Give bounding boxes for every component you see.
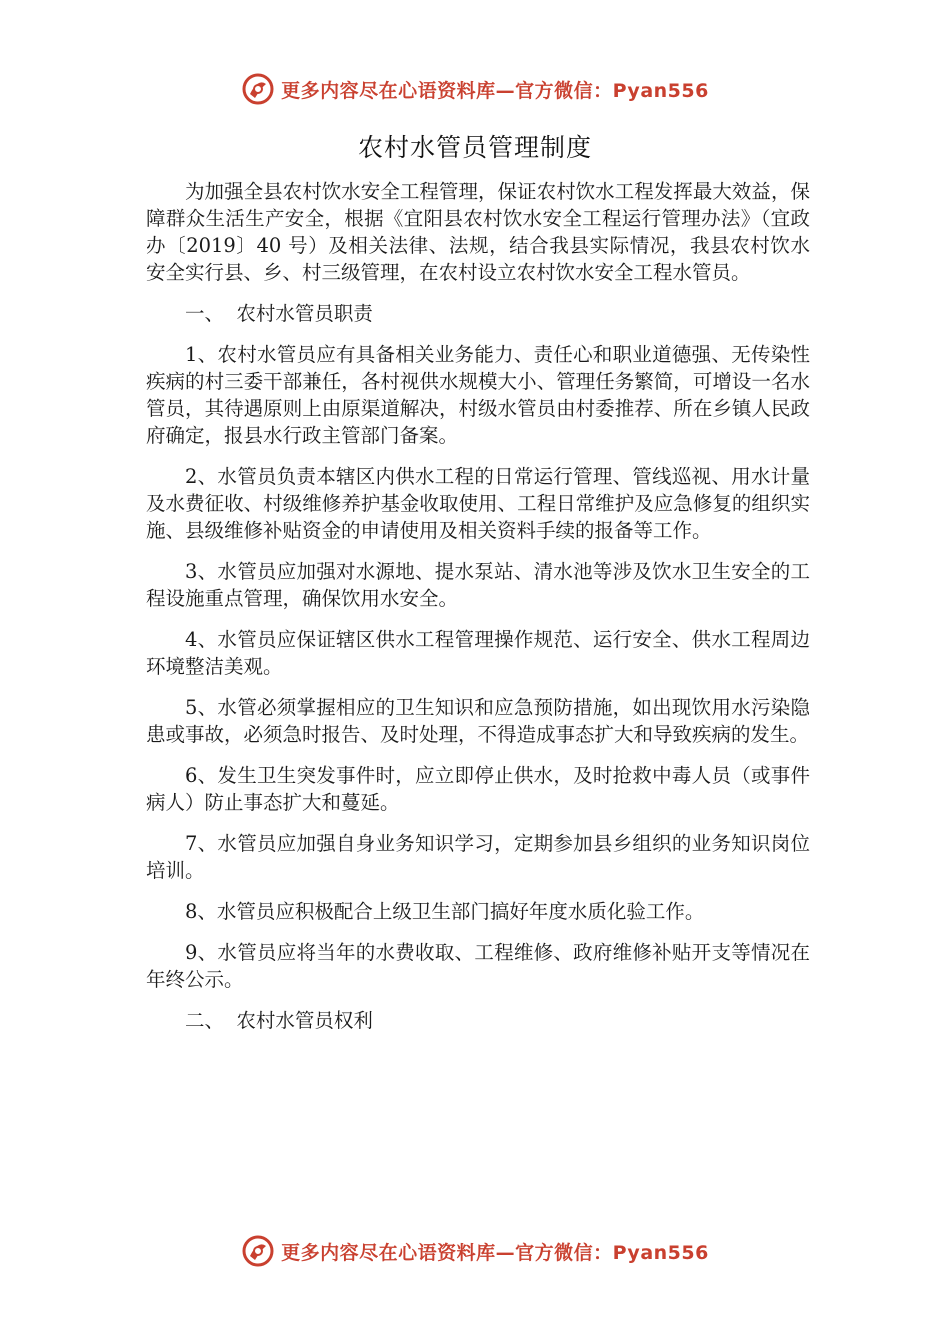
watermark-text: 更多内容尽在心语资料库—官方微信：Pyan556	[281, 1241, 709, 1264]
list-item: 3、水管员应加强对水源地、提水泵站、清水池等涉及饮水卫生安全的工程设施重点管理，确保饮用水安全。	[146, 560, 810, 610]
list-item: 1、农村水管员应有具备相关业务能力、责任心和职业道德强、无传染性疾病的村三委干部兼任，各村视供水规模大小、管理任务繁简，可增设一名水管员，其待遇原则上由原渠道解决，村级水管员由村委推荐、所在乡镇人民政府确定，报县水行政主管部门备案。	[146, 343, 810, 447]
list-item: 5、水管必须掌握相应的卫生知识和应急预防措施，如出现饮用水污染隐患或事故，必须急时报告、及时处理，不得造成事态扩大和导致疾病的发生。	[146, 696, 810, 746]
watermark-text: 更多内容尽在心语资料库—官方微信：Pyan556	[281, 79, 709, 102]
list-item: 8、水管员应积极配合上级卫生部门搞好年度水质化验工作。	[185, 900, 705, 923]
brand-logo-icon	[241, 1234, 275, 1268]
section-heading-duties: 一、 农村水管员职责	[185, 302, 373, 325]
list-item: 6、发生卫生突发事件时，应立即停止供水，及时抢救中毒人员（或事件病人）防止事态扩大和蔓延。	[146, 764, 810, 814]
intro-paragraph: 为加强全县农村饮水安全工程管理，保证农村饮水工程发挥最大效益，保障群众生活生产安全，根据《宜阳县农村饮水安全工程运行管理办法》（宜政办〔2019〕40 号）及相关法律、法规，结合我县实际情况，我县农村饮水安全实行县、乡、村三级管理，在农村设立农村饮水安全工程水管员。	[146, 180, 810, 284]
document-body	[146, 178, 810, 1048]
document-title: 农村水管员管理制度	[357, 133, 592, 162]
bottom-watermark-banner	[0, 1234, 950, 1268]
list-item: 7、水管员应加强自身业务知识学习，定期参加县乡组织的业务知识岗位培训。	[146, 832, 810, 882]
list-item: 9、水管员应将当年的水费收取、工程维修、政府维修补贴开支等情况在年终公示。	[146, 941, 810, 991]
list-item: 4、水管员应保证辖区供水工程管理操作规范、运行安全、供水工程周边环境整洁美观。	[146, 628, 810, 678]
brand-logo-icon	[241, 72, 275, 106]
list-item: 2、水管员负责本辖区内供水工程的日常运行管理、管线巡视、用水计量及水费征收、村级维修养护基金收取使用、工程日常维护及应急修复的组织实施、县级维修补贴资金的申请使用及相关资料手续的报备等工作。	[146, 465, 810, 542]
section-heading-rights: 二、 农村水管员权利	[185, 1009, 373, 1032]
top-watermark-banner	[0, 72, 950, 106]
